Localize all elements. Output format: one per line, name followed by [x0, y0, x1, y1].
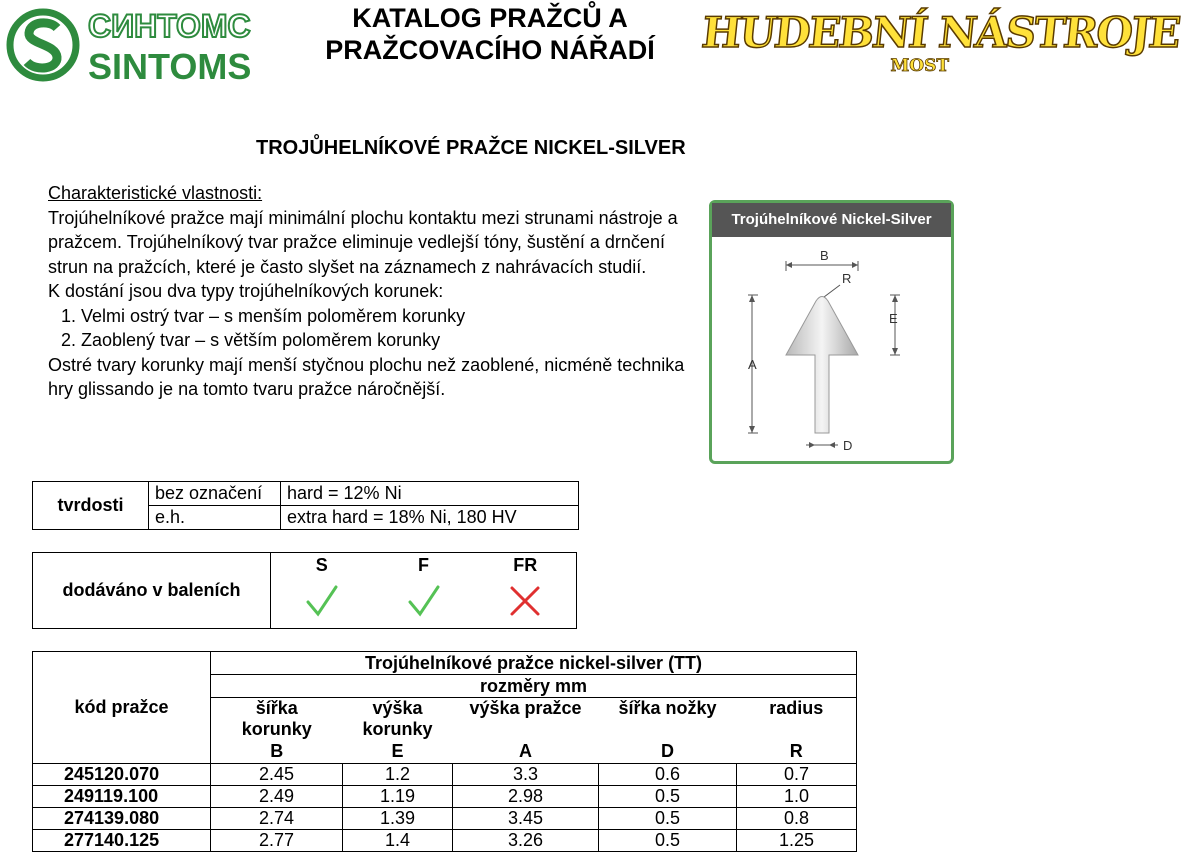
- package-s-mark: [271, 579, 373, 629]
- spec-subtitle: rozměry mm: [211, 675, 857, 698]
- row-a: 3.26: [453, 829, 599, 851]
- hardness-code: bez označení: [149, 482, 281, 506]
- code-header: kód pražce: [33, 652, 211, 764]
- section-title: TROJŮHELNÍKOVÉ PRAŽCE NICKEL-SILVER: [256, 137, 686, 159]
- row-d: 0.5: [599, 829, 737, 851]
- row-e: 1.39: [343, 807, 453, 829]
- row-code: 245120.070: [33, 763, 211, 785]
- logo-latin-text: SINTOMS: [88, 46, 252, 87]
- fret-profile-shape: [786, 297, 858, 434]
- spec-table: [32, 651, 857, 852]
- header-b: šířka korunky: [211, 698, 343, 741]
- header-b-letter: B: [211, 740, 343, 763]
- row-b: 2.77: [211, 829, 343, 851]
- hardness-desc: extra hard = 18% Ni, 180 HV: [281, 506, 579, 530]
- row-b: 2.49: [211, 785, 343, 807]
- type-item-1: 1. Velmi ostrý tvar – s menším poloměrem korunky: [61, 305, 466, 326]
- row-code: 277140.125: [33, 829, 211, 851]
- header-r: radius: [737, 698, 857, 741]
- brand-logo: [699, 8, 1181, 76]
- label-r: R: [842, 271, 852, 286]
- row-e: 1.19: [343, 785, 453, 807]
- check-icon: [407, 584, 441, 618]
- row-r: 1.25: [737, 829, 857, 851]
- header-d: šířka nožky: [599, 698, 737, 741]
- package-s-header: S: [271, 553, 373, 579]
- description: [48, 181, 708, 402]
- logo-cyrillic-text: СИНТОМС: [88, 8, 251, 44]
- row-a: 3.45: [453, 807, 599, 829]
- row-b: 2.45: [211, 763, 343, 785]
- row-code: 249119.100: [33, 785, 211, 807]
- title-line-2: PRAŽCOVACÍHO NÁŘADÍ: [325, 35, 655, 65]
- description-heading: Charakteristické vlastnosti:: [48, 183, 263, 203]
- package-fr-header: FR: [475, 553, 577, 579]
- row-a: 2.98: [453, 785, 599, 807]
- table-row: [33, 829, 857, 851]
- row-code: 274139.080: [33, 807, 211, 829]
- row-r: 1.0: [737, 785, 857, 807]
- table-row: [33, 807, 857, 829]
- fret-profile-diagram: [712, 237, 951, 461]
- s-logo-icon: [6, 6, 84, 86]
- row-r: 0.8: [737, 807, 857, 829]
- type-item-2: 2. Zaoblený tvar – s větším poloměrem korunky: [61, 330, 441, 350]
- header-d-letter: D: [599, 740, 737, 763]
- figure-title: Trojúhelníkové Nickel-Silver: [712, 203, 951, 237]
- hardness-code: e.h.: [149, 506, 281, 530]
- title-line-1: KATALOG PRAŽCŮ A: [352, 3, 628, 33]
- label-a: A: [748, 357, 757, 372]
- row-e: 1.4: [343, 829, 453, 851]
- package-fr-mark: [475, 579, 577, 629]
- hardness-desc: hard = 12% Ni: [281, 482, 579, 506]
- document-title: [280, 2, 700, 66]
- packaging-label: dodáváno v baleních: [33, 553, 271, 629]
- row-d: 0.5: [599, 785, 737, 807]
- fret-profile-figure: [709, 200, 954, 464]
- label-e: E: [889, 311, 898, 326]
- header-a-letter: A: [453, 740, 599, 763]
- hardness-label: tvrdosti: [33, 482, 149, 530]
- label-b: B: [820, 248, 829, 263]
- row-e: 1.2: [343, 763, 453, 785]
- cross-icon: [509, 585, 541, 617]
- header-e-letter: E: [343, 740, 453, 763]
- table-row: [33, 553, 577, 579]
- description-paragraph: Trojúhelníkové pražce mají minimální plochu kontaktu mezi strunami nástroje a pražcem. Trojúhelníkový tvar pražce eliminuje vedlejší tóny, šustění a drnčení strun na pražcích, které je často slyšet na záznamech z nahrávacích studií.: [48, 207, 678, 277]
- brand-sub-text: MOST: [890, 56, 949, 76]
- sintoms-logo: [6, 6, 264, 86]
- spec-title: Trojúhelníkové pražce nickel-silver (TT): [211, 652, 857, 675]
- row-d: 0.6: [599, 763, 737, 785]
- table-row: [33, 652, 857, 675]
- row-r: 0.7: [737, 763, 857, 785]
- row-d: 0.5: [599, 807, 737, 829]
- label-d: D: [843, 438, 853, 453]
- hardness-table: [32, 481, 579, 530]
- row-a: 3.3: [453, 763, 599, 785]
- table-row: [33, 763, 857, 785]
- closing-paragraph: Ostré tvary korunky mají menší styčnou plochu než zaoblené, nicméně technika hry glissando je na tomto tvaru pražce náročnější.: [48, 354, 685, 399]
- types-intro: K dostání jsou dva typy trojúhelníkových korunek:: [48, 281, 444, 301]
- header-r-letter: R: [737, 740, 857, 763]
- check-icon: [305, 584, 339, 618]
- row-b: 2.74: [211, 807, 343, 829]
- packaging-table: [32, 552, 577, 629]
- brand-main-text: HUDEBNÍ NÁSTROJE: [699, 8, 1181, 57]
- table-row: [33, 785, 857, 807]
- header-e: výška korunky: [343, 698, 453, 741]
- package-f-mark: [373, 579, 475, 629]
- header-a: výška pražce: [453, 698, 599, 741]
- table-row: [33, 482, 579, 506]
- package-f-header: F: [373, 553, 475, 579]
